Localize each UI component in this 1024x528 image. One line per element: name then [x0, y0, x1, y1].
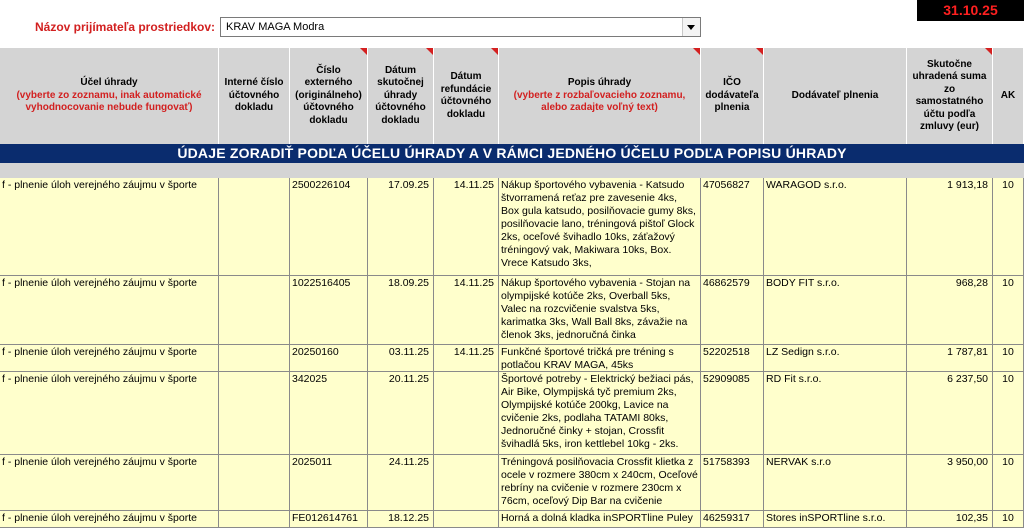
- cell-amount[interactable]: 102,35: [907, 511, 993, 528]
- header-date-paid[interactable]: [368, 48, 434, 144]
- header-external-label: Číslo externého (originálneho) účtovného dokladu: [295, 64, 362, 126]
- cell-external[interactable]: 1022516405: [290, 276, 368, 345]
- cell-amount[interactable]: 968,28: [907, 276, 993, 345]
- cell-ak[interactable]: 10: [993, 511, 1024, 528]
- header-ak-label: AK: [1000, 89, 1016, 101]
- toolbar-area: [0, 0, 1024, 44]
- cell-description[interactable]: Športové potreby - Elektrický bežiaci pás, Air Bike, Olympijská tyč premium 2ks, Olympijské kotúče 200kg, Lavice na cvičenie 2ks, podlaha TATAMI 80ks, Jednoručné činky + stojan, Crossfit švihadlá 5ks, iron kettlebel 10kg - 2ks.: [499, 372, 701, 455]
- header-ak[interactable]: [993, 48, 1024, 144]
- header-date-refund[interactable]: [434, 48, 499, 144]
- cell-ak[interactable]: 10: [993, 178, 1024, 276]
- chevron-down-icon[interactable]: [682, 18, 700, 36]
- cell-date-paid[interactable]: 03.11.25: [368, 345, 434, 372]
- cell-internal[interactable]: [219, 511, 290, 528]
- spacer-row: [0, 163, 1024, 178]
- cell-purpose[interactable]: f - plnenie úloh verejného záujmu v športe: [0, 511, 219, 528]
- recipient-label: Názov prijímateľa prostriedkov:: [35, 20, 216, 34]
- cell-internal[interactable]: [219, 455, 290, 511]
- comment-marker-icon: [693, 48, 700, 55]
- cell-amount[interactable]: 3 950,00: [907, 455, 993, 511]
- cell-date-refund[interactable]: 14.11.25: [434, 276, 499, 345]
- comment-marker-icon: [426, 48, 433, 55]
- cell-supplier[interactable]: WARAGOD s.r.o.: [764, 178, 907, 276]
- cell-description[interactable]: Horná a dolná kladka inSPORTline Puley: [499, 511, 701, 528]
- header-internal-label: Interné číslo účtovného dokladu: [224, 77, 284, 114]
- cell-ico[interactable]: 46862579: [701, 276, 764, 345]
- header-purpose-note: (vyberte zo zoznamu, inak automatické vyhodnocovanie nebude fungovať): [16, 89, 202, 114]
- header-description-title: Popis úhrady: [567, 77, 632, 89]
- cell-ak[interactable]: 10: [993, 276, 1024, 345]
- header-internal[interactable]: [219, 48, 290, 144]
- cell-external[interactable]: 2025011: [290, 455, 368, 511]
- header-description[interactable]: [499, 48, 701, 144]
- cell-external[interactable]: 2500226104: [290, 178, 368, 276]
- cell-external[interactable]: 20250160: [290, 345, 368, 372]
- cell-date-refund[interactable]: 14.11.25: [434, 345, 499, 372]
- sort-instruction-banner: ÚDAJE ZORADIŤ PODĽA ÚČELU ÚHRADY A V RÁMCI JEDNÉHO ÚČELU PODĽA POPISU ÚHRADY: [0, 144, 1024, 163]
- cell-date-refund[interactable]: [434, 511, 499, 528]
- cell-ak[interactable]: 10: [993, 345, 1024, 372]
- cell-date-paid[interactable]: 24.11.25: [368, 455, 434, 511]
- header-supplier[interactable]: [764, 48, 907, 144]
- cell-date-refund[interactable]: [434, 372, 499, 455]
- cell-description[interactable]: Funkčné športové tričká pre tréning s potlačou KRAV MAGA, 45ks: [499, 345, 701, 372]
- cell-date-paid[interactable]: 20.11.25: [368, 372, 434, 455]
- comment-marker-icon: [756, 48, 763, 55]
- cell-purpose[interactable]: f - plnenie úloh verejného záujmu v športe: [0, 372, 219, 455]
- cell-amount[interactable]: 6 237,50: [907, 372, 993, 455]
- cell-date-paid[interactable]: 18.09.25: [368, 276, 434, 345]
- cell-purpose[interactable]: f - plnenie úloh verejného záujmu v športe: [0, 178, 219, 276]
- comment-marker-icon: [985, 48, 992, 55]
- comment-marker-icon: [491, 48, 498, 55]
- header-purpose-title: Účel úhrady: [80, 77, 138, 89]
- cell-date-paid[interactable]: 18.12.25: [368, 511, 434, 528]
- cell-date-refund[interactable]: 14.11.25: [434, 178, 499, 276]
- cell-ico[interactable]: 52909085: [701, 372, 764, 455]
- cell-purpose[interactable]: f - plnenie úloh verejného záujmu v športe: [0, 276, 219, 345]
- cell-description[interactable]: Nákup športového vybavenia - Stojan na olympijské kotúče 2ks, Overball 5ks, Valec na rozcvičenie svalstva 5ks, karimatka 3ks, Wall Ball 8ks, závažie na členok 3ks, jednoručná činka: [499, 276, 701, 345]
- cell-ico[interactable]: 46259317: [701, 511, 764, 528]
- cell-amount[interactable]: 1 913,18: [907, 178, 993, 276]
- cell-ico[interactable]: 51758393: [701, 455, 764, 511]
- header-purpose[interactable]: [0, 48, 219, 144]
- header-supplier-label: Dodávateľ plnenia: [791, 89, 879, 101]
- cell-external[interactable]: FE012614761: [290, 511, 368, 528]
- cell-internal[interactable]: [219, 345, 290, 372]
- header-ico[interactable]: [701, 48, 764, 144]
- cell-supplier[interactable]: NERVAK s.r.o: [764, 455, 907, 511]
- cell-date-paid[interactable]: 17.09.25: [368, 178, 434, 276]
- cell-amount[interactable]: 1 787,81: [907, 345, 993, 372]
- cell-purpose[interactable]: f - plnenie úloh verejného záujmu v športe: [0, 455, 219, 511]
- cell-ico[interactable]: 47056827: [701, 178, 764, 276]
- cell-description[interactable]: Tréningová posilňovacia Crossfit klietka z ocele v rozmere 380cm x 240cm, Oceľové rebríny na cvičenie v rozmere 230cm x 76cm, oceľový Dip Bar na cvičenie: [499, 455, 701, 511]
- cell-supplier[interactable]: LZ Sedign s.r.o.: [764, 345, 907, 372]
- header-amount[interactable]: [907, 48, 993, 144]
- cell-ak[interactable]: 10: [993, 372, 1024, 455]
- cell-internal[interactable]: [219, 372, 290, 455]
- header-external[interactable]: [290, 48, 368, 144]
- recipient-value: KRAV MAGA Modra: [226, 21, 325, 33]
- cell-ak[interactable]: 10: [993, 455, 1024, 511]
- cell-supplier[interactable]: RD Fit s.r.o.: [764, 372, 907, 455]
- cell-internal[interactable]: [219, 178, 290, 276]
- cell-supplier[interactable]: Stores inSPORTline s.r.o.: [764, 511, 907, 528]
- header-description-note: (vyberte z rozbaľovacieho zoznamu, alebo zadajte voľný text): [513, 89, 686, 114]
- cell-description[interactable]: Nákup športového vybavenia - Katsudo štvorramená reťaz pre zavesenie 4ks, Box gula katsudo, posilňovacie gumy 8ks, posilňovacie lano, tréningová pištoľ Glock 2ks, oceľové švihadlo 10ks, záťažový tréningový vak, Makiwara 10ks, Box. Vrece Katsudo 3ks,: [499, 178, 701, 276]
- comment-marker-icon: [360, 48, 367, 55]
- date-badge: 31.10.25: [917, 0, 1024, 21]
- cell-date-refund[interactable]: [434, 455, 499, 511]
- cell-ico[interactable]: 52202518: [701, 345, 764, 372]
- recipient-select[interactable]: [220, 17, 701, 37]
- header-ico-label: IČO dodávateľa plnenia: [705, 77, 759, 114]
- header-amount-label: Skutočne uhradená suma zo samostatného účtu podľa zmluvy (eur): [912, 58, 987, 132]
- cell-purpose[interactable]: f - plnenie úloh verejného záujmu v športe: [0, 345, 219, 372]
- header-date-paid-label: Dátum skutočnej úhrady účtovného dokladu: [375, 64, 426, 126]
- cell-internal[interactable]: [219, 276, 290, 345]
- header-date-refund-label: Dátum refundácie účtovného dokladu: [440, 71, 492, 120]
- cell-supplier[interactable]: BODY FIT s.r.o.: [764, 276, 907, 345]
- cell-external[interactable]: 342025: [290, 372, 368, 455]
